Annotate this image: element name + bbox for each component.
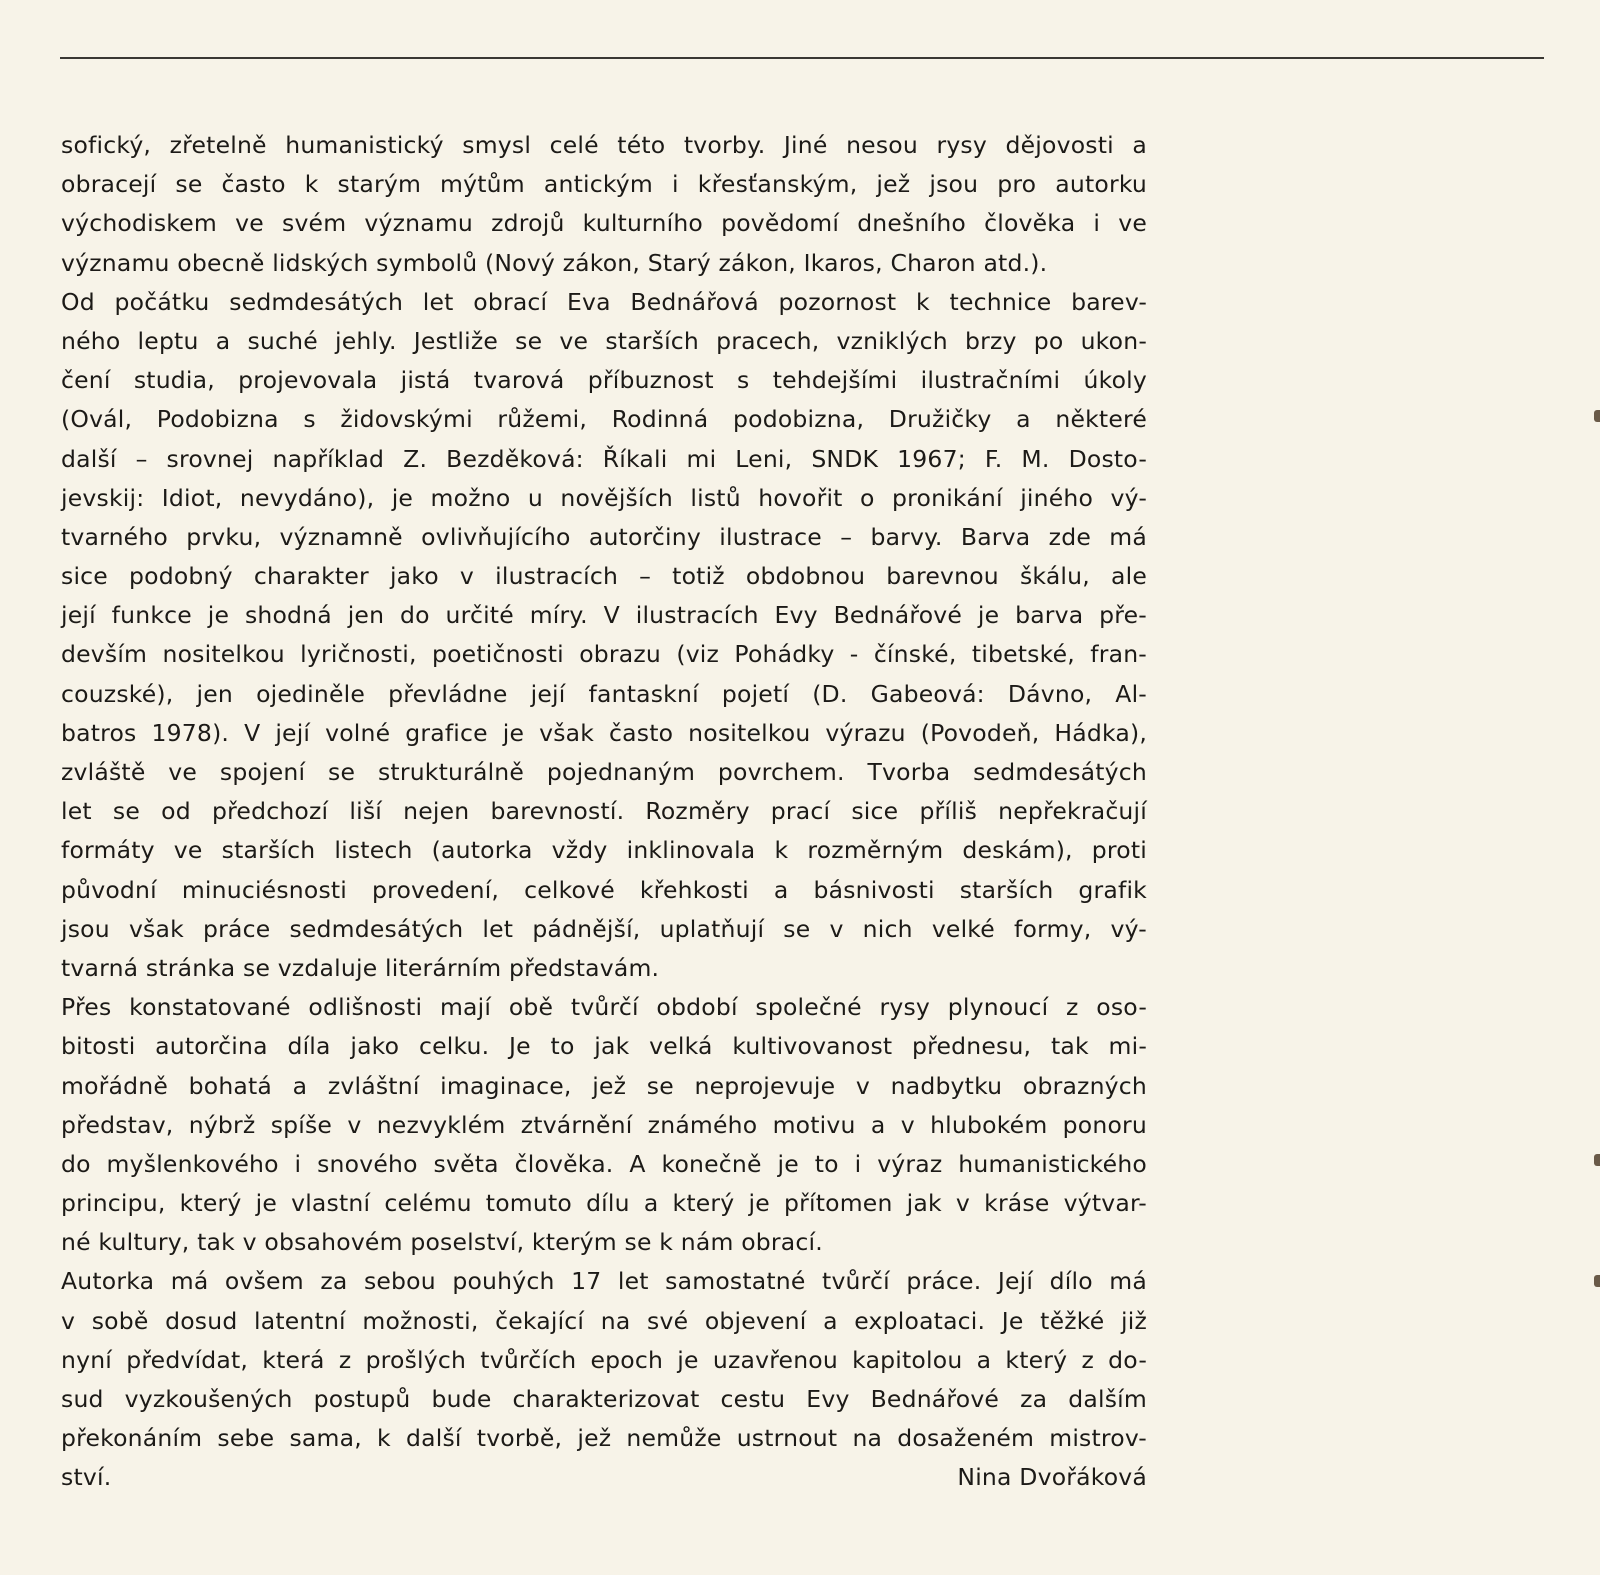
text-line: let se od předchozí liší nejen barevností. Rozměry prací sice příliš nepřekračují <box>61 797 1147 826</box>
text-line: batros 1978). V její volné grafice je však často nositelkou výrazu (Povodeň, Hádka), <box>61 718 1147 747</box>
text-line: principu, který je vlastní celému tomuto dílu a který je přítomen jak v kráse výtvar- <box>61 1189 1147 1218</box>
text-line: východiskem ve svém významu zdrojů kulturního povědomí dnešního člověka i ve <box>61 209 1147 238</box>
page-edge-mark <box>1594 1275 1600 1287</box>
text-line: devším nositelkou lyričnosti, poetičnosti obrazu (viz Pohádky - čínské, tibetské, fran- <box>61 640 1147 669</box>
text-line: její funkce je shodná jen do určité míry. V ilustracích Evy Bednářové je barva pře- <box>61 601 1147 630</box>
text-line: tvarného prvku, významně ovlivňujícího autorčiny ilustrace – barvy. Barva zde má <box>61 522 1147 551</box>
body-text <box>61 126 1147 1498</box>
text-line: další – srovnej například Z. Bezděková: Říkali mi Leni, SNDK 1967; F. M. Dosto- <box>61 444 1147 473</box>
text-line: formáty ve starších listech (autorka vždy inklinovala k rozměrným deskám), proti <box>61 836 1147 865</box>
text-line: né kultury, tak v obsahovém poselství, kterým se k nám obrací. <box>61 1228 823 1257</box>
text-line: zvláště ve spojení se strukturálně pojednaným povrchem. Tvorba sedmdesátých <box>61 758 1147 786</box>
page-edge-mark <box>1594 1154 1600 1166</box>
text-line: Od počátku sedmdesátých let obrací Eva Bednářová pozornost k technice barev- <box>61 287 1147 316</box>
text-line: čení studia, projevovala jistá tvarová příbuznost s tehdejšími ilustračními úkoly <box>61 366 1147 395</box>
text-line: tvarná stránka se vzdaluje literárním představám. <box>61 953 660 982</box>
text-line: významu obecně lidských symbolů (Nový zákon, Starý zákon, Ikaros, Charon atd.). <box>61 248 1048 277</box>
text-line: jevskij: Idiot, nevydáno), je možno u novějších listů hovořit o pronikání jiného vý- <box>61 483 1147 512</box>
top-rule <box>60 57 1544 59</box>
text-line: překonáním sebe sama, k další tvorbě, jež nemůže ustrnout na dosaženém mistrov- <box>61 1424 1147 1453</box>
text-line: obracejí se často k starým mýtům antickým i křesťanským, jež jsou pro autorku <box>61 170 1147 199</box>
text-line: původní minuciésnosti provedení, celkové křehkosti a básnivosti starších grafik <box>61 875 1147 904</box>
text-line: sud vyzkoušených postupů bude charakterizovat cestu Evy Bednářové za dalším <box>61 1385 1147 1413</box>
text-line: bitosti autorčina díla jako celku. Je to jak velká kultivovanost přednesu, tak mi- <box>61 1032 1147 1061</box>
text-line: nyní předvídat, která z prošlých tvůrčích epoch je uzavřenou kapitolou a který z do- <box>61 1345 1147 1374</box>
text-line: mořádně bohatá a zvláštní imaginace, jež se neprojevuje v nadbytku obrazných <box>61 1071 1147 1100</box>
text-line: sofický, zřetelně humanistický smysl celé této tvorby. Jiné nesou rysy dějovosti a <box>61 131 1147 159</box>
text-line: jsou však práce sedmdesátých let pádnější, uplatňují se v nich velké formy, vý- <box>61 914 1147 943</box>
text-line: Přes konstatované odlišnosti mají obě tvůrčí období společné rysy plynoucí z oso- <box>61 993 1147 1022</box>
text-line: couzské), jen ojediněle převládne její fantaskní pojetí (D. Gabeová: Dávno, Al- <box>61 679 1147 708</box>
closing-row <box>61 1458 1147 1497</box>
text-line: ného leptu a suché jehly. Jestliže se ve starších pracech, vzniklých brzy po ukon- <box>61 326 1147 355</box>
text-line: v sobě dosud latentní možnosti, čekající na své objevení a exploataci. Je těžké již <box>61 1306 1147 1335</box>
page-edge-mark <box>1594 410 1600 422</box>
text-line: představ, nýbrž spíše v nezvyklém ztvárnění známého motivu a v hlubokém ponoru <box>61 1110 1147 1139</box>
text-line: Autorka má ovšem za sebou pouhých 17 let samostatné tvůrčí práce. Její dílo má <box>61 1267 1147 1296</box>
text-line: (Ovál, Podobizna s židovskými růžemi, Rodinná podobizna, Družičky a některé <box>61 405 1147 434</box>
final-line: ství. <box>61 1463 112 1492</box>
author-signature: Nina Dvořáková <box>957 1463 1147 1492</box>
text-line: sice podobný charakter jako v ilustracích – totiž obdobnou barevnou škálu, ale <box>61 562 1147 591</box>
text-line: do myšlenkového i snového světa člověka. A konečně je to i výraz humanistického <box>61 1149 1147 1178</box>
